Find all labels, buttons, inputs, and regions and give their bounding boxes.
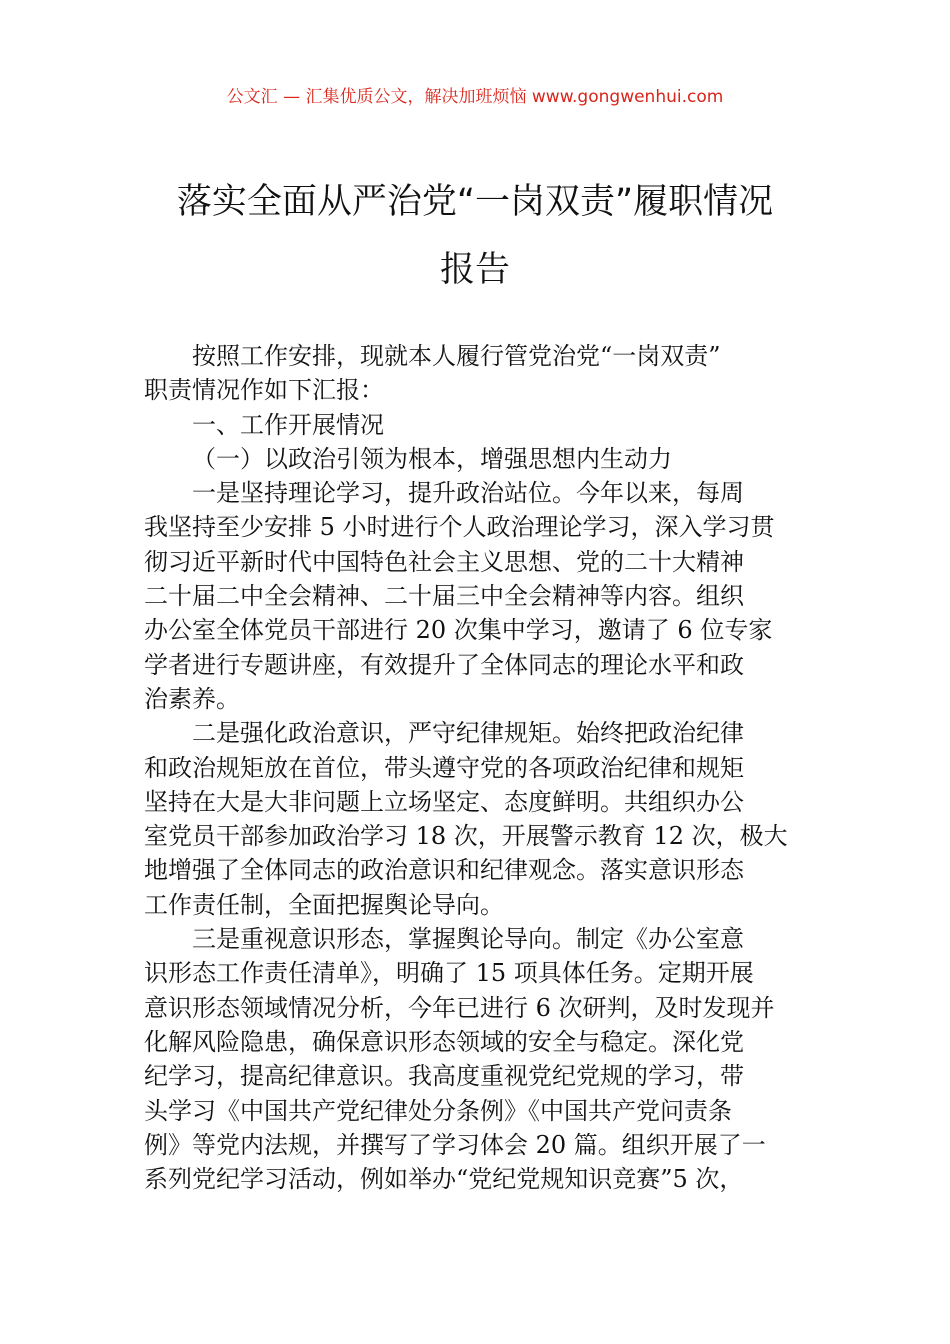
body-line: 二十届二中全会精神、二十届三中全会精神等内容。组织 (144, 582, 744, 611)
body-line: 学者进行专题讲座，有效提升了全体同志的理论水平和政 (144, 650, 744, 679)
document-body (144, 339, 806, 1196)
body-line: 二是强化政治意识，严守纪律规矩。始终把政治纪律 (192, 719, 744, 748)
body-line: 职责情况作如下汇报： (144, 376, 384, 405)
subsection-heading: （一）以政治引领为根本，增强思想内生动力 (192, 444, 672, 473)
body-line: 治素养。 (144, 684, 240, 713)
document-title-line-1: 落实全面从严治党“一岗双责”履职情况 (176, 182, 774, 222)
body-line: 纪学习，提高纪律意识。我高度重视党纪党规的学习，带 (144, 1062, 744, 1091)
body-line: 化解风险隐患，确保意识形态领域的安全与稳定。深化党 (144, 1027, 744, 1056)
body-line: 头学习《中国共产党纪律处分条例》《中国共产党问责条 (144, 1096, 732, 1125)
body-line: 三是重视意识形态，掌握舆论导向。制定《办公室意 (192, 925, 744, 954)
body-line: 坚持在大是大非问题上立场坚定、态度鲜明。共组织办公 (144, 787, 744, 816)
body-line: 识形态工作责任清单》，明确了 15 项具体任务。定期开展 (144, 959, 754, 988)
document-title-line-2: 报告 (439, 250, 510, 290)
section-heading: 一、工作开展情况 (192, 410, 384, 439)
body-line: 一是坚持理论学习，提升政治站位。今年以来，每周 (192, 479, 744, 508)
body-line: 工作责任制，全面把握舆论导向。 (144, 890, 504, 919)
body-line: 系列党纪学习活动，例如举办“党纪党规知识竞赛”5 次， (144, 1165, 744, 1194)
body-line: 彻习近平新时代中国特色社会主义思想、党的二十大精神 (144, 547, 744, 576)
body-line: 按照工作安排，现就本人履行管党治党“一岗双责” (192, 342, 721, 370)
body-line: 和政治规矩放在首位，带头遵守党的各项政治纪律和规矩 (144, 753, 744, 782)
body-line: 办公室全体党员干部进行 20 次集中学习，邀请了 6 位专家 (144, 616, 773, 645)
body-line: 意识形态领域情况分析，今年已进行 6 次研判，及时发现并 (144, 993, 775, 1022)
body-line: 地增强了全体同志的政治意识和纪律观念。落实意识形态 (144, 856, 744, 885)
body-line: 例》等党内法规，并撰写了学习体会 20 篇。组织开展了一 (144, 1130, 766, 1159)
body-line: 室党员干部参加政治学习 18 次，开展警示教育 12 次，极大 (144, 822, 788, 851)
header-banner: 公文汇 — 汇集优质公文，解决加班烦恼 www.gongwenhui.com (226, 87, 724, 107)
body-line: 我坚持至少安排 5 小时进行个人政治理论学习，深入学习贯 (144, 513, 775, 542)
